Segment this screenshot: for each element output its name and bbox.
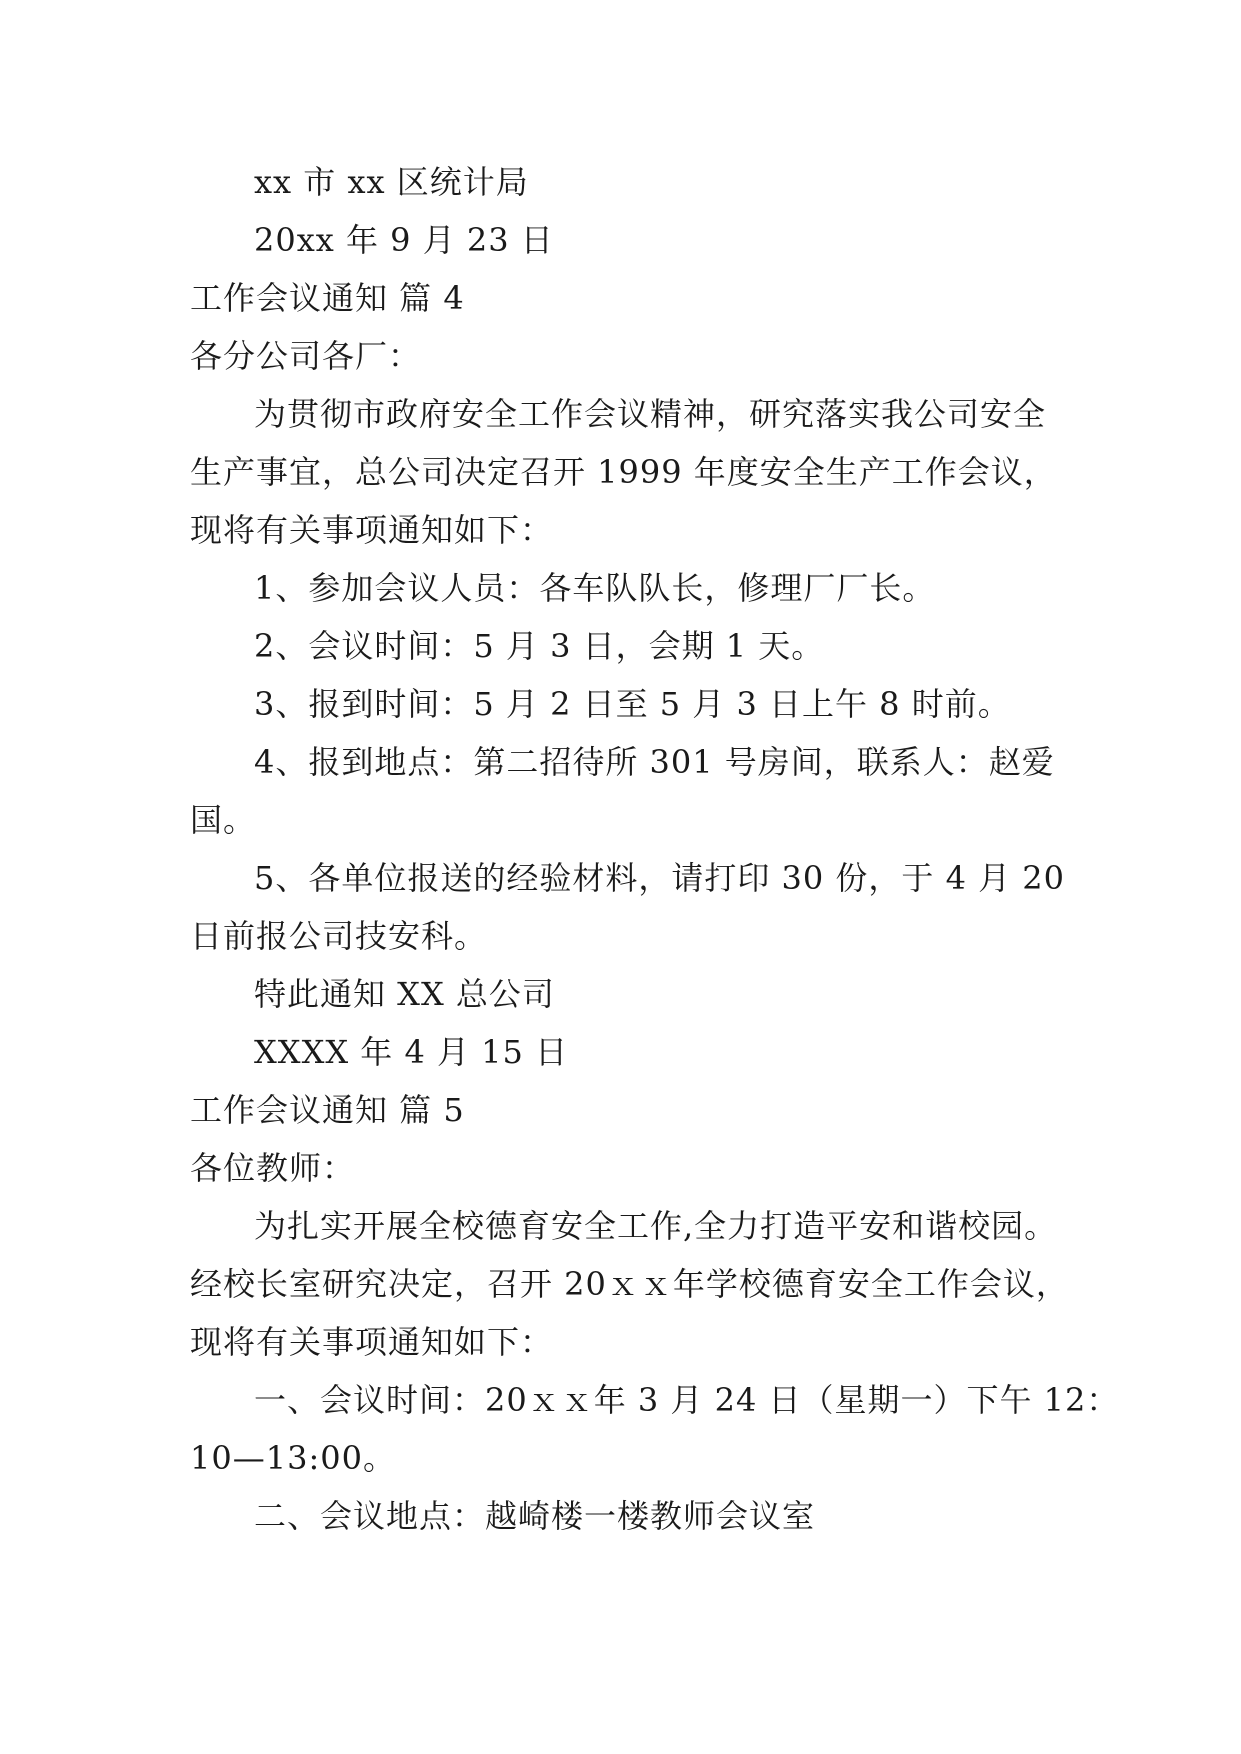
text-line: 现将有关事项通知如下： [190,1323,554,1361]
text-line: 为贯彻市政府安全工作会议精神，研究落实我公司安全 [254,395,1047,433]
text-line: 一、会议时间：20ｘｘ年 3 月 24 日（星期一）下午 12： [254,1381,1120,1419]
text-line: 各位教师： [190,1149,356,1187]
text-line: 生产事宜，总公司决定召开 1999 年度安全生产工作会议， [190,453,1057,491]
text-line: 工作会议通知 篇 4 [190,279,465,317]
document-body [190,153,1120,1545]
text-line: 特此通知 XX 总公司 [254,975,555,1013]
text-line: 为扎实开展全校德育安全工作,全力打造平安和谐校园。 [254,1207,1058,1245]
text-line: 4、报到地点：第二招待所 301 号房间，联系人：赵爱 [254,743,1055,781]
text-line: 2、会议时间：5 月 3 日，会期 1 天。 [254,627,825,665]
text-line: XXXX 年 4 月 15 日 [254,1033,569,1071]
text-line: 国。 [190,801,257,839]
text-line: xx 市 xx 区统计局 [254,163,529,201]
text-line: 10—13:00。 [190,1439,396,1477]
text-line: 二、会议地点：越崎楼一楼教师会议室 [254,1497,816,1535]
text-line: 1、参加会议人员：各车队队长，修理厂厂长。 [254,569,936,607]
text-line: 20xx 年 9 月 23 日 [254,221,554,259]
text-line: 现将有关事项通知如下： [190,511,554,549]
text-line: 工作会议通知 篇 5 [190,1091,465,1129]
text-line: 3、报到时间：5 月 2 日至 5 月 3 日上午 8 时前。 [254,685,1011,723]
text-line: 日前报公司技安科。 [190,917,488,955]
text-line: 经校长室研究决定，召开 20ｘｘ年学校德育安全工作会议， [190,1265,1069,1303]
text-line: 5、各单位报送的经验材料，请打印 30 份，于 4 月 20 [254,859,1066,897]
text-line: 各分公司各厂： [190,337,422,375]
